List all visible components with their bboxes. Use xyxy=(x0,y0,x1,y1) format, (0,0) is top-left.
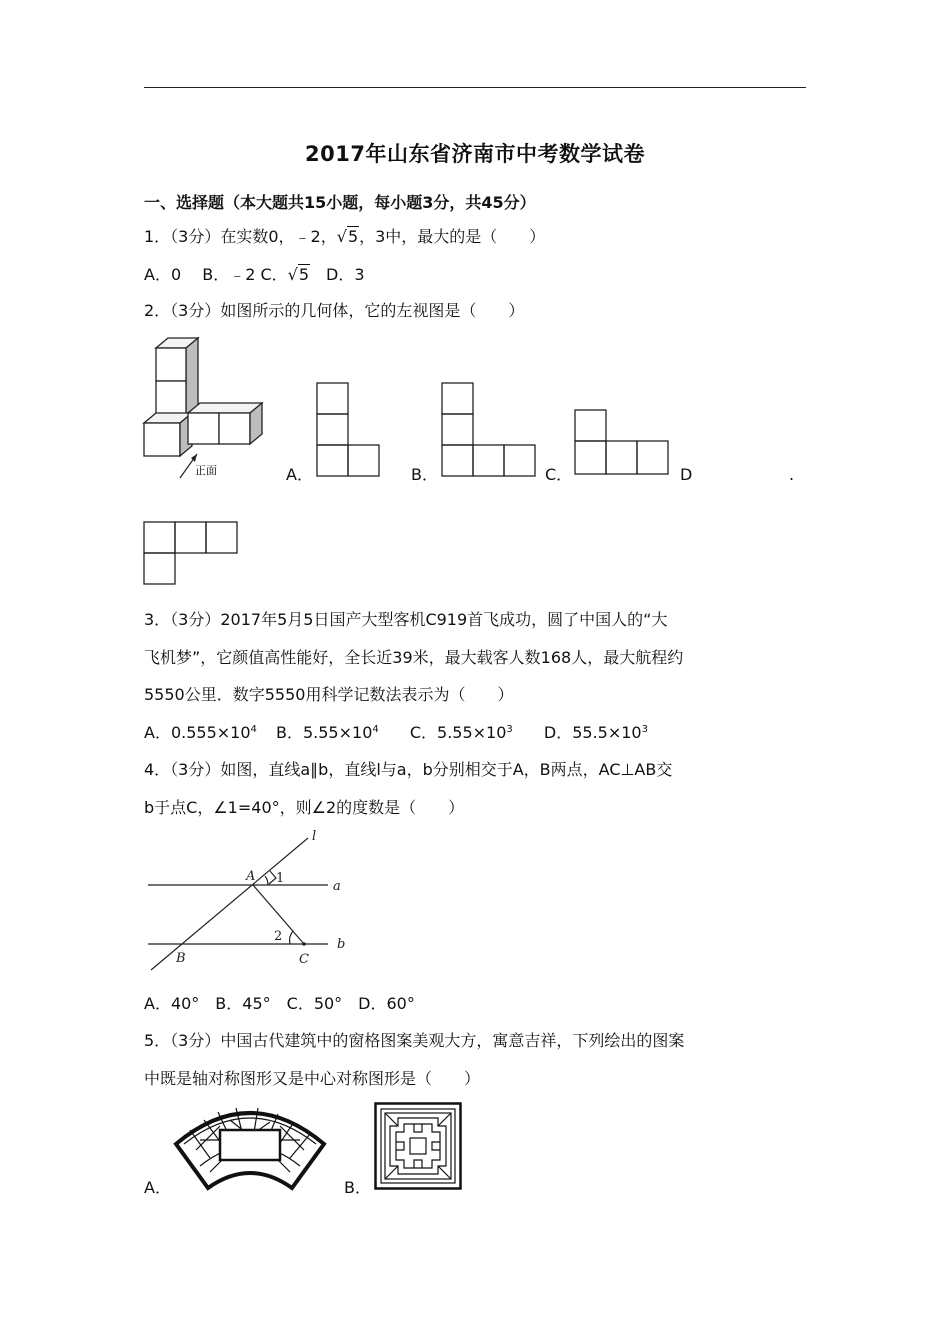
question-2-stem: 2．（3分）如图所示的几何体，它的左视图是（ ） xyxy=(144,301,525,320)
q3-option-d: D．$55.5\times 10^3$ xyxy=(543,723,648,742)
q5-option-b-figure xyxy=(374,1102,464,1192)
right-angle-mark xyxy=(269,871,276,884)
question-1-options: A．0 B．﹣2 C．√5 D．3 xyxy=(144,265,365,284)
q2-option-c-figure xyxy=(574,409,674,477)
question-3-line-3: 5550公里．数字5550用科学记数法表示为（ ） xyxy=(144,685,514,704)
q3-option-a: A．$0.555\times 10^4$ xyxy=(144,723,257,742)
question-4-line-2: b于点C，∠1=40°，则∠2的度数是（ ） xyxy=(144,798,465,817)
svg-text:2: 2 xyxy=(274,929,283,944)
svg-text:B: B xyxy=(176,951,186,966)
section-heading: 一、选择题（本大题共15小题，每小题3分，共45分） xyxy=(144,193,536,212)
q5-option-a-figure xyxy=(170,1100,330,1192)
q2-option-d-figure xyxy=(143,521,243,587)
q2-option-c-label: C． xyxy=(545,465,573,484)
question-4-line-1: 4．（3分）如图，直线a∥b，直线l与a，b分别相交于A，B两点，AC⊥AB交 xyxy=(144,760,673,779)
q2-option-a-figure xyxy=(316,382,382,478)
svg-text:C: C xyxy=(299,952,309,967)
q5-option-a-label: A． xyxy=(144,1178,171,1197)
sqrt-5-option: √5 xyxy=(287,265,310,284)
front-label: 正面 xyxy=(195,464,217,477)
page-title: 2017年山东省济南市中考数学试卷 xyxy=(305,142,645,166)
question-1-stem: 1．（3分）在实数0，﹣2，√5，3中，最大的是（ ） xyxy=(144,227,546,246)
angle-1-arc xyxy=(265,876,268,885)
q2-option-d-dot: . xyxy=(789,465,795,484)
q2-option-d-label: D xyxy=(680,465,693,484)
q2-option-a-label: A． xyxy=(286,465,313,484)
question-5-line-1: 5．（3分）中国古代建筑中的窗格图案美观大方，寓意吉祥，下列绘出的图案 xyxy=(144,1031,685,1050)
line-l xyxy=(151,838,308,970)
q2-solid-figure xyxy=(140,336,270,486)
svg-text:a: a xyxy=(333,879,341,894)
question-3-line-2: 飞机梦”，它颜值高性能好，全长近39米，最大载客人数168人，最大航程约 xyxy=(144,648,684,667)
svg-text:b: b xyxy=(337,937,346,952)
q5-option-b-label: B． xyxy=(344,1178,371,1197)
q4-geometry-figure xyxy=(145,830,355,975)
q2-option-b-label: B． xyxy=(411,465,438,484)
header-rule xyxy=(144,87,806,88)
angle-2-arc xyxy=(290,931,293,944)
svg-text:l: l xyxy=(312,829,317,844)
question-3-line-1: 3．（3分）2017年5月5日国产大型客机C919首飞成功，圆了中国人的“大 xyxy=(144,610,668,629)
svg-text:A: A xyxy=(246,869,256,884)
q3-option-b: B．$5.55\times 10^4$ xyxy=(276,723,379,742)
question-4-options: A．40° B．45° C．50° D．60° xyxy=(144,994,415,1013)
svg-text:1: 1 xyxy=(276,871,285,886)
q3-option-c: C．$5.55\times 10^3$ xyxy=(409,723,513,742)
q2-option-b-figure xyxy=(441,382,541,478)
question-3-options xyxy=(144,722,648,744)
question-5-line-2: 中既是轴对称图形又是中心对称图形是（ ） xyxy=(144,1069,481,1088)
sqrt-5: √5 xyxy=(336,227,359,246)
